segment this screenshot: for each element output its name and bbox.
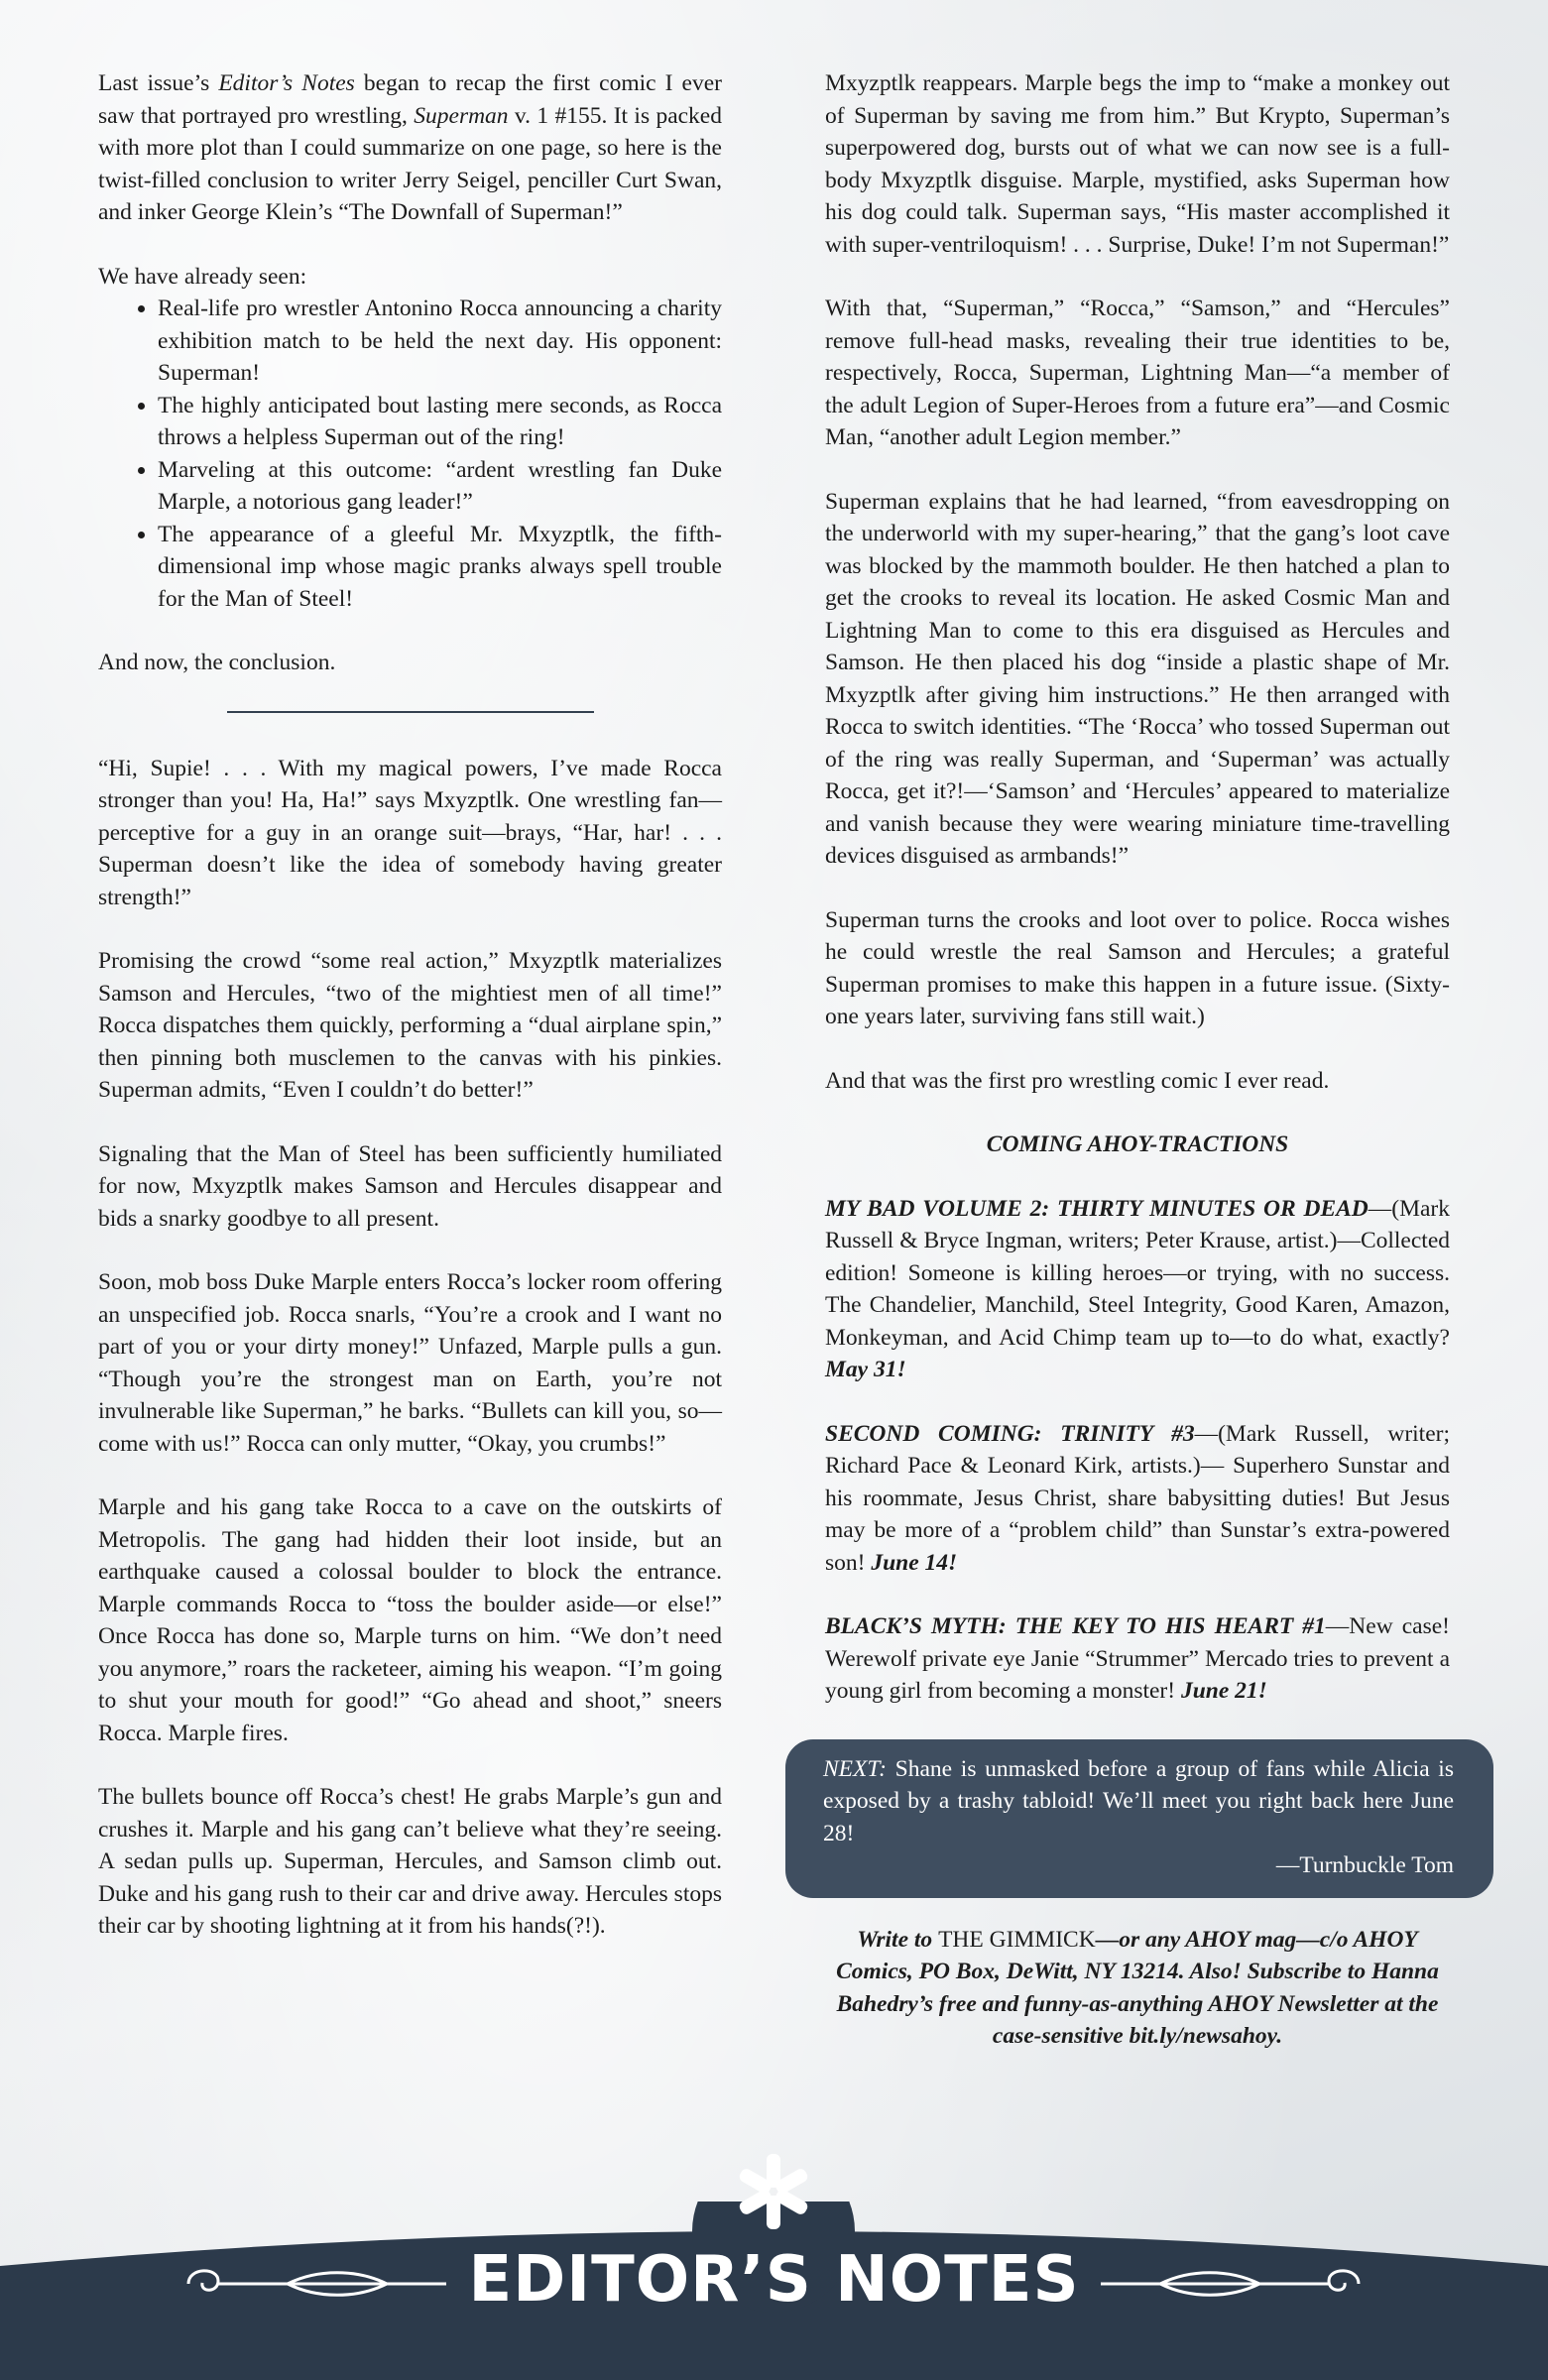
coming-item-body: —(Mark Russell, writer; Richard Pace & Leonard Kirk, artists.)— Superhero Sunstar and his roommate, Jesus Christ, share babysitting duties! But Jesus may be more of a “problem child” than Sunstar’s extra-powered son! (825, 1420, 1450, 1576)
next-issue-box (785, 1739, 1493, 1898)
signature: —Turnbuckle Tom (1275, 1852, 1454, 1878)
section-divider (227, 711, 594, 713)
coming-item (825, 1418, 1450, 1580)
left-column (98, 67, 722, 1974)
story-paragraph: Mxyzptlk reappears. Marple begs the imp to “make a monkey out of Superman by saving me from him.” But Krypto, Superman’s superpowered dog, bursts out of what we can now see is a full-body Mxyzptlk disguise. Marple, mystified, asks Superman how his dog could talk. Superman says, “His master accomplished it with super-ventriloquism! . . . Surprise, Duke! I’m not Superman!” (825, 70, 1450, 258)
conclusion-intro: And now, the conclusion. (98, 650, 336, 675)
magazine-name: THE GIMMICK (938, 1926, 1096, 1953)
coming-item-title: MY BAD VOLUME 2: THIRTY MINUTES OR DEAD (825, 1195, 1369, 1222)
coming-item-body: —(Mark Russell & Bryce Ingman, writers; Peter Krause, artist.)—Collected edition! Someone is killing heroes—or trying, with no success. The Chandelier, Manchild, Steel Integrity, Good Karen, Amazon, Monkeyman, and Acid Chimp team up to—to do what, exactly? (825, 1195, 1450, 1351)
intro-text: Last issue’s (98, 70, 219, 96)
coming-item-date: May 31! (825, 1357, 906, 1382)
story-paragraph: Promising the crowd “some real action,” Mxyzptlk materializes Samson and Hercules, “two of the mightiest men of all time!” Rocca dispatches them quickly, performing a “dual airplane spin,” then pinning both musclemen to the canvas with his pinkies. Superman admits, “Even I couldn’t do better!” (98, 948, 722, 1103)
story-paragraph: “Hi, Supie! . . . With my magical powers, I’ve made Rocca stronger than you! Ha, Ha!” says Mxyzptlk. One wrestling fan—perceptive for a guy in an orange suit—brays, “Har, har! . . . Superman doesn’t like the idea of somebody having greater strength!” (98, 755, 722, 910)
recap-item: • The appearance of a gleeful Mr. Mxyzptlk, the fifth-dimensional imp whose magic pranks always spell trouble for the Man of Steel! (158, 519, 722, 616)
seen-heading: We have already seen: (98, 263, 307, 290)
next-issue-text (823, 1753, 1454, 1850)
closing-line: And that was the first pro wrestling comic I ever read. (825, 1067, 1330, 1094)
intro-text: began to recap the first comic I ever saw that portrayed pro wrestling, (98, 70, 722, 129)
story-paragraph: The bullets bounce off Rocca’s chest! He grabs Marple’s gun and crushes it. Marple and his gang can’t believe what they’re seeing. A sedan pulls up. Superman, Hercules, and Samson climb out. Duke and his gang rush to their car and drive away. Hercules stops their car by shooting lightning at it from his hands(?!). (98, 1784, 722, 1939)
story-paragraph: Signaling that the Man of Steel has been sufficiently humiliated for now, Mxyzptlk makes Samson and Hercules disappear and bids a snarky goodbye to all present. (98, 1140, 722, 1232)
intro-paragraph (98, 67, 722, 229)
write-to-prefix: Write to (857, 1926, 939, 1953)
next-label: NEXT: (823, 1755, 887, 1782)
intro-comic-title: Superman (414, 102, 509, 129)
next-body: Shane is unmasked before a group of fans while Alicia is exposed by a trashy tabloid! We’ll meet you right back here June 28! (823, 1755, 1454, 1846)
recap-list (98, 293, 722, 615)
intro-title-ref: Editor’s Notes (218, 70, 355, 96)
banner-title: EDITOR’S NOTES (468, 2243, 1080, 2317)
story-paragraph: Superman turns the crooks and loot over to police. Rocca wishes he could wrestle the real Samson and Hercules; a grateful Superman promises to make this happen in a future issue. (Sixty-one years later, surviving fans still wait.) (825, 906, 1450, 1029)
write-to-rest: —or any AHOY mag—c/o AHOY Comics, PO Box, DeWitt, NY 13214. Also! Subscribe to Hanna Bahedry’s free and funny-as-anything AHOY Newsletter at the case-sensitive bit.ly/newsahoy. (836, 1926, 1439, 2049)
story-paragraph: Marple and his gang take Rocca to a cave on the outskirts of Metropolis. The gang had hidden their loot inside, but an earthquake caused a colossal boulder to block the entrance. Marple commands Rocca to “toss the boulder aside—or else!” Once Rocca has done so, Marple turns on him. “We don’t need you anymore,” roars the racketeer, aiming his weapon. “I’m going to shut your mouth for good!” “Go ahead and shoot,” sneers Rocca. Marple fires. (98, 1494, 722, 1746)
coming-item-title: BLACK’S MYTH: THE KEY TO HIS HEART #1 (825, 1613, 1326, 1639)
right-column (823, 67, 1454, 2084)
coming-heading: COMING AHOY-TRACTIONS (986, 1131, 1289, 1157)
recap-item: • Marveling at this outcome: “ardent wrestling fan Duke Marple, a notorious gang leader!” (158, 454, 722, 519)
coming-item-body: —New case! Werewolf private eye Janie “Strummer” Mercado tries to prevent a young girl from becoming a monster! (825, 1613, 1450, 1704)
story-paragraph: With that, “Superman,” “Rocca,” “Samson,” and “Hercules” remove full-head masks, revealing their true identities to be, respectively, Rocca, Superman, Lightning Man—“a member of the adult Legion of Super-Heroes from a future era”—and Cosmic Man, “another adult Legion member.” (825, 296, 1450, 450)
recap-item: • Real-life pro wrestler Antonino Rocca announcing a charity exhibition match to be held the next day. His opponent: Superman! (158, 293, 722, 390)
story-paragraph: Soon, mob boss Duke Marple enters Rocca’s locker room offering an unspecified job. Rocca snarls, “You’re a crook and I want no part of you or your dirty money!” Unfazed, Marple pulls a gun. “Though you’re the strongest man on Earth, you’re not invulnerable like Superman,” he barks. “Bullets can kill you, so—come with us!” Rocca can only mutter, “Okay, you crumbs!” (98, 1269, 722, 1457)
story-paragraph: Superman explains that he had learned, “from eavesdropping on the underworld with my super-hearing,” that the gang’s loot cave was blocked by the mammoth boulder. He then hatched a plan to get the crooks to reveal its location. He asked Cosmic Man and Lightning Man to come to this era disguised as Hercules and Samson. He then placed his dog “inside a plastic shape of Mr. Mxyzptlk after giving him instructions.” He then arranged with Rocca to switch identities. “The ‘Rocca’ who tossed Superman out of the ring was really Superman, and ‘Superman’ was actually Rocca, get it?!—‘Samson’ and ‘Hercules’ appeared to materialize and vanish because they were wearing miniature time-travelling devices disguised as armbands!” (825, 488, 1450, 869)
intro-text: v. 1 #155. It is packed with more plot than I could summarize on one page, so here is the twist-filled conclusion to writer Jerry Seigel, penciller Curt Swan, and inker George Klein’s “The Downfall of Superman!” (98, 102, 722, 225)
recap-item: • The highly anticipated bout lasting mere seconds, as Rocca throws a helpless Superman out of the ring! (158, 390, 722, 454)
coming-item (825, 1610, 1450, 1708)
coming-item (825, 1193, 1450, 1386)
coming-item-date: June 14! (871, 1549, 958, 1576)
asterisk-logo-icon (724, 2142, 823, 2241)
coming-item-title: SECOND COMING: TRINITY #3 (825, 1420, 1195, 1447)
write-to-note (825, 1924, 1450, 2053)
coming-item-date: June 21! (1180, 1678, 1267, 1704)
